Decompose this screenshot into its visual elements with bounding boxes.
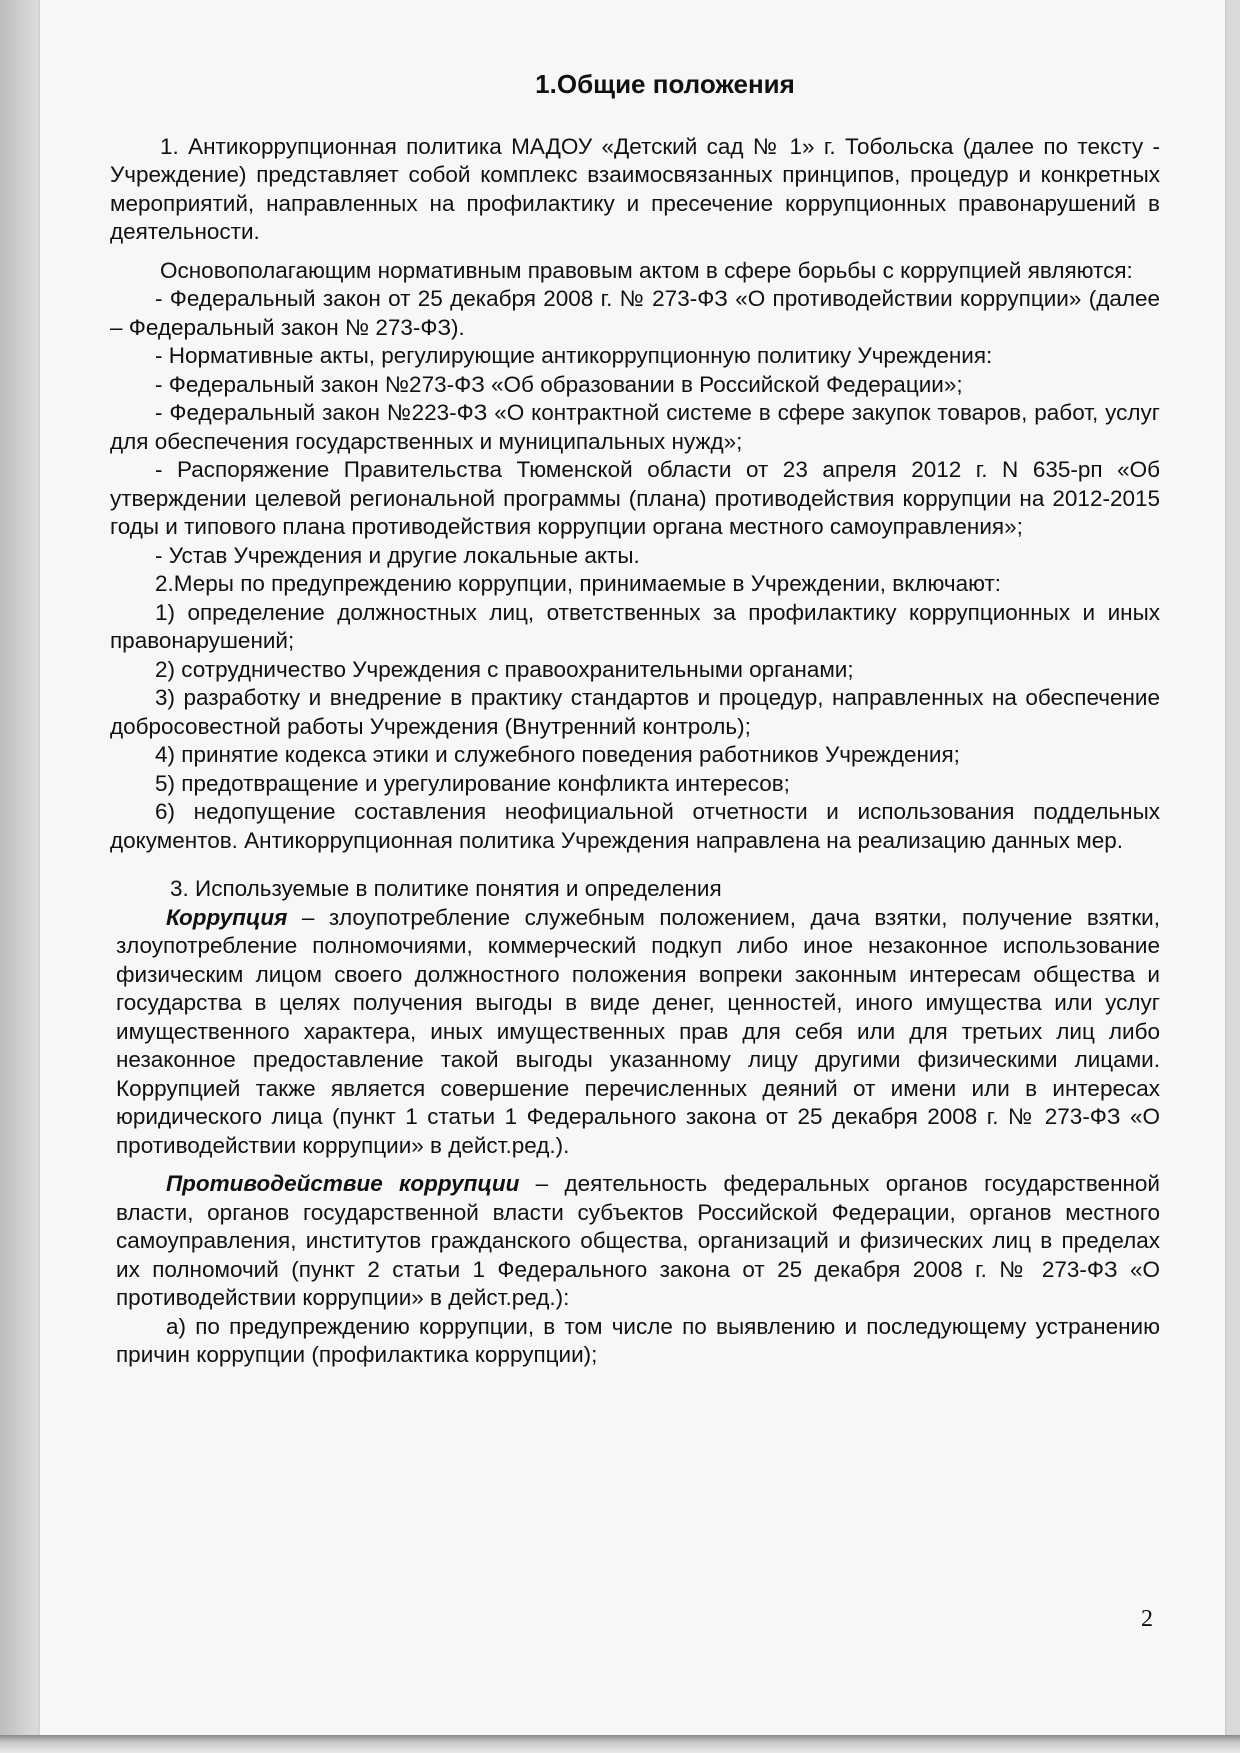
- page-number: 2: [1141, 1606, 1153, 1632]
- list-item: 1) определение должностных лиц, ответственных за профилактику коррупционных и иных правонарушений;: [110, 599, 1160, 653]
- paragraph-1: 1. Антикоррупционная политика МАДОУ «Детский сад № 1» г. Тобольска (далее по тексту - Учреждение) представляет собой комплекс взаимосвязанных принципов, процедур и конкретных мероприятий, направленных на профилактику и пресечение коррупционных правонарушений в деятельности.: [110, 133, 1160, 244]
- list-item: 2) сотрудничество Учреждения с правоохранительными органами;: [155, 656, 854, 682]
- list-item: 6) недопущение составления неофициальной отчетности и использования поддельных документов. Антикоррупционная политика Учреждения направлена на реализацию данных мер.: [110, 799, 1160, 853]
- paragraph-normative-acts: - Нормативные акты, регулирующие антикоррупционную политику Учреждения:: [155, 343, 993, 368]
- term-corruption: Коррупция: [166, 904, 288, 930]
- paragraph-law-273: - Федеральный закон от 25 декабря 2008 г. № 273-ФЗ «О противодействии коррупции» (далее – Федеральный закон № 273-ФЗ).: [110, 286, 1160, 340]
- list-item-a: а) по предупреждению коррупции, в том числе по выявлению и последующему устранению причин коррупции (профилактика коррупции);: [116, 1313, 1160, 1367]
- term-counteraction: Противодействие коррупции: [166, 1171, 520, 1196]
- page-title: 1.Общие положения: [535, 69, 795, 99]
- spacer: [110, 247, 1160, 257]
- definition-counteraction-text: – деятельность федеральных органов государственной власти, органов государственной власти субъектов Российской Федерации, органов местного самоуправления, институтов гражданского общества, организаций и физических лиц в пределах их полномочий (пункт 2 статьи 1 Федерального закона от 25 декабря 2008 г. № 273-ФЗ «О противодействии коррупции» в дейст.ред.):: [116, 1171, 1160, 1310]
- document-content: [110, 70, 1160, 1370]
- document-page: [40, 0, 1225, 1735]
- definition-counteraction: [116, 1170, 1160, 1313]
- definition-corruption: [116, 904, 1160, 1161]
- paragraph-law-education: - Федеральный закон №273-ФЗ «Об образовании в Российской Федерации»;: [155, 371, 963, 397]
- scan-bottom-edge: [0, 1735, 1240, 1753]
- list-item: 4) принятие кодекса этики и служебного поведения работников Учреждения;: [155, 742, 960, 767]
- list-item: 5) предотвращение и урегулирование конфликта интересов;: [155, 770, 790, 796]
- definition-corruption-text: – злоупотребление служебным положением, дача взятки, получение взятки, злоупотребление полномочиями, коммерческий подкуп либо иное незаконное использование физическим лицом своего должностного положения вопреки законным интересам общества и государства в целях получения выгоды в виде денег, ценностей, иного имущества или услуг имущественного характера, иных имущественных прав для себя или для третьих лиц либо незаконное предоставление такой выгоды указанному лицу другими физическими лицами. Коррупцией также является совершение перечисленных деяний от имени или в интересах юридического лица (пункт 1 статьи 1 Федерального закона от 25 декабря 2008 г. № 273-ФЗ «О противодействии коррупции» в дейст.ред.).: [116, 904, 1160, 1158]
- paragraph-law-223: - Федеральный закон №223-ФЗ «О контрактной системе в сфере закупок товаров, работ, услуг для обеспечения государственных и муниципальных нужд»;: [110, 400, 1160, 454]
- list-item: 3) разработку и внедрение в практику стандартов и процедур, направленных на обеспечение добросовестной работы Учреждения (Внутренний контроль);: [110, 685, 1160, 739]
- spacer: [116, 1160, 1160, 1170]
- paragraph-2: Основополагающим нормативным правовым актом в сфере борьбы с коррупцией являются:: [160, 257, 1133, 283]
- section3-heading: 3. Используемые в политике понятия и определения: [170, 876, 722, 901]
- paragraph-charter: - Устав Учреждения и другие локальные акты.: [155, 542, 640, 568]
- definitions-block: [110, 904, 1160, 1370]
- section2-intro: 2.Меры по предупреждению коррупции, принимаемые в Учреждении, включают:: [155, 571, 1002, 596]
- paragraph-order-635: - Распоряжение Правительства Тюменской области от 23 апреля 2012 г. N 635-рп «Об утверждении целевой региональной программы (плана) противодействия коррупции на 2012-2015 годы и типового плана противодействия коррупции органа местного самоуправления»;: [110, 457, 1160, 539]
